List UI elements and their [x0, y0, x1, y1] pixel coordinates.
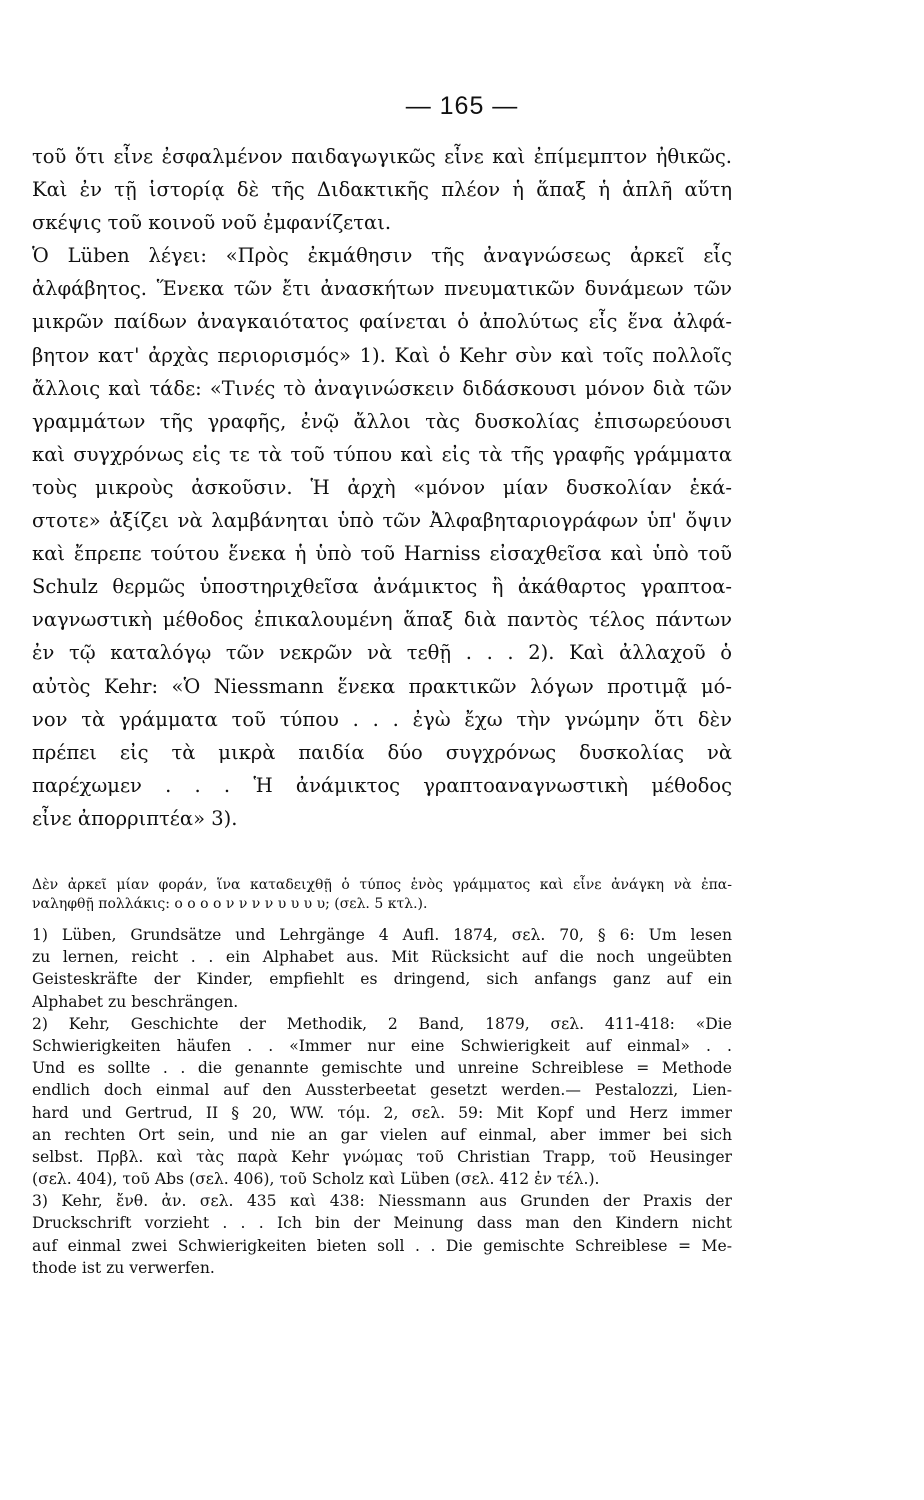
footnotes — [32, 924, 732, 1279]
text-line: αὐτὸς Kehr: «Ὁ Niessmann ἕνεκα πρακτικῶν λόγων προτιμᾷ μό- — [32, 674, 732, 698]
footnote-line: thode ist zu verwerfen. — [32, 1258, 215, 1277]
footnote-line: selbst. Πρβλ. καὶ τὰς παρὰ Kehr γνώμας τοῦ Christian Trapp, τοῦ Heusinger — [32, 1147, 732, 1166]
page-number: — 165 — — [405, 92, 519, 120]
footnote-line: (σελ. 404), τοῦ Abs (σελ. 406), τοῦ Scholz καὶ Lüben (σελ. 412 ἐν τέλ.). — [32, 1170, 600, 1189]
main-text — [32, 140, 732, 835]
footnote-line: hard und Gertrud, II § 20, WW. τόμ. 2, σελ. 59: Mit Kopf und Herz immer — [32, 1103, 732, 1122]
text-line: ἄλλοις καὶ τάδε: «Τινές τὸ ἀναγινώσκειν διδάσκουσι μόνον διὰ τῶν — [32, 376, 732, 400]
text-line: καὶ συγχρόνως εἰς τε τὰ τοῦ τύπου καὶ εἰς τὰ τῆς γραφῆς γράμματα — [32, 442, 732, 466]
text-line: μικρῶν παίδων ἀναγκαιότατος φαίνεται ὁ ἀπολύτως εἷς ἕνα ἀλφά- — [32, 310, 732, 334]
text-line: πρέπει εἰς τὰ μικρὰ παιδία δύο συγχρόνως δυσκολίας νὰ — [32, 740, 732, 764]
footnote-line: Druckschrift vorzieht . . . Ich bin der Meinung dass man den Kindern nicht — [32, 1214, 732, 1233]
footnote-line: zu lernen, reicht . . ein Alphabet aus. Mit Rücksicht auf die noch ungeübten — [32, 948, 732, 967]
text-line: καὶ ἔπρεπε τούτου ἕνεκα ἡ ὑπὸ τοῦ Harniss εἰσαχθεῖσα καὶ ὑπὸ τοῦ — [32, 542, 732, 566]
text-line: ναγνωστικὴ μέθοδος ἐπικαλουμένη ἅπαξ διὰ παντὸς τέλος πάντων — [32, 608, 732, 632]
text-line: σκέψις τοῦ κοινοῦ νοῦ ἐμφανίζεται. — [32, 211, 392, 235]
text-line: νον τὰ γράμματα τοῦ τύπου . . . ἐγὼ ἔχω τὴν γνώμην ὅτι δὲν — [32, 707, 732, 731]
note-line: Δὲν ἀρκεῖ μίαν φοράν, ἵνα καταδειχθῇ ὁ τύπος ἑνὸς γράμματος καὶ εἶνε ἀνάγκη νὰ ἐπα- — [32, 877, 732, 893]
text-line: ἐν τῷ καταλόγῳ τῶν νεκρῶν νὰ τεθῇ . . . 2). Καὶ ἀλλαχοῦ ὁ — [32, 641, 732, 665]
text-line: ἀλφάβητος. Ἕνεκα τῶν ἔτι ἀνασκήτων πνευματικῶν δυνάμεων τῶν — [32, 277, 732, 301]
side-note — [32, 876, 732, 913]
footnote-line: Und es sollte . . die genannte gemischte und unreine Schreiblese = Methode — [32, 1059, 732, 1078]
footnote-line: an rechten Ort sein, und nie an gar vielen auf einmal, aber immer bei sich — [32, 1125, 732, 1144]
footnote-line: 1) Lüben, Grundsätze und Lehrgänge 4 Aufl. 1874, σελ. 70, § 6: Um lesen — [32, 926, 732, 944]
text-line: Ὁ Lüben λέγει: «Πρὸς ἐκμάθησιν τῆς ἀναγνώσεως ἀρκεῖ εἷς — [32, 244, 732, 268]
footnote-line: Schwierigkeiten häufen . . «Immer nur eine Schwierigkeit auf einmal» . . — [32, 1036, 732, 1055]
text-line: Schulz θερμῶς ὑποστηριχθεῖσα ἀνάμικτος ἢ ἀκάθαρτος γραπτοα- — [32, 575, 732, 599]
text-line: γραμμάτων τῆς γραφῆς, ἐνῷ ἄλλοι τὰς δυσκολίας ἐπισωρεύουσι — [32, 409, 732, 433]
text-line: Καὶ ἐν τῇ ἱστορίᾳ δὲ τῆς Διδακτικῆς πλέον ἡ ἅπαξ ἡ ἁπλῆ αὕτη — [32, 178, 732, 202]
text-line: στοτε» ἀξίζει νὰ λαμβάνηται ὑπὸ τῶν Ἀλφαβηταριογράφων ὑπ' ὄψιν — [32, 509, 732, 533]
text-line: τοὺς μικροὺς ἀσκοῦσιν. Ἡ ἀρχὴ «μόνον μίαν δυσκολίαν ἑκά- — [32, 475, 732, 499]
footnote-line: 3) Kehr, ἔνθ. ἀν. σελ. 435 καὶ 438: Niessmann aus Grunden der Praxis der — [32, 1192, 732, 1211]
text-line: παρέχωμεν . . . Ἡ ἀνάμικτος γραπτοαναγνωστικὴ μέθοδος — [32, 773, 732, 797]
footnote-line: 2) Kehr, Geschichte der Methodik, 2 Band, 1879, σελ. 411-418: «Die — [32, 1014, 732, 1033]
footnote-line: endlich doch einmal auf den Aussterbeetat gesetzt werden.— Pestalozzi, Lien- — [32, 1081, 732, 1100]
footnote-line: Geisteskräfte der Kinder, empfiehlt es dringend, sich anfangs ganz auf ein — [32, 970, 732, 989]
footnote-line: auf einmal zwei Schwierigkeiten bieten soll . . Die gemischte Schreiblese = Me- — [32, 1236, 732, 1255]
text-line: εἶνε ἀπορριπτέα» 3). — [32, 806, 238, 830]
text-line: βητον κατ' ἀρχὰς περιορισμός» 1). Καὶ ὁ Kehr σὺν καὶ τοῖς πολλοῖς — [32, 343, 732, 367]
footnote-line: Alphabet zu beschrängen. — [32, 992, 239, 1011]
text-line: τοῦ ὅτι εἶνε ἐσφαλμένον παιδαγωγικῶς εἶνε καὶ ἐπίμεμπτον ἠθικῶς. — [32, 145, 732, 168]
note-line: ναληφθῇ πολλάκις: ο ο ο ο ν ν ν ν υ υ υ υ; (σελ. 5 κτλ.). — [32, 895, 428, 912]
